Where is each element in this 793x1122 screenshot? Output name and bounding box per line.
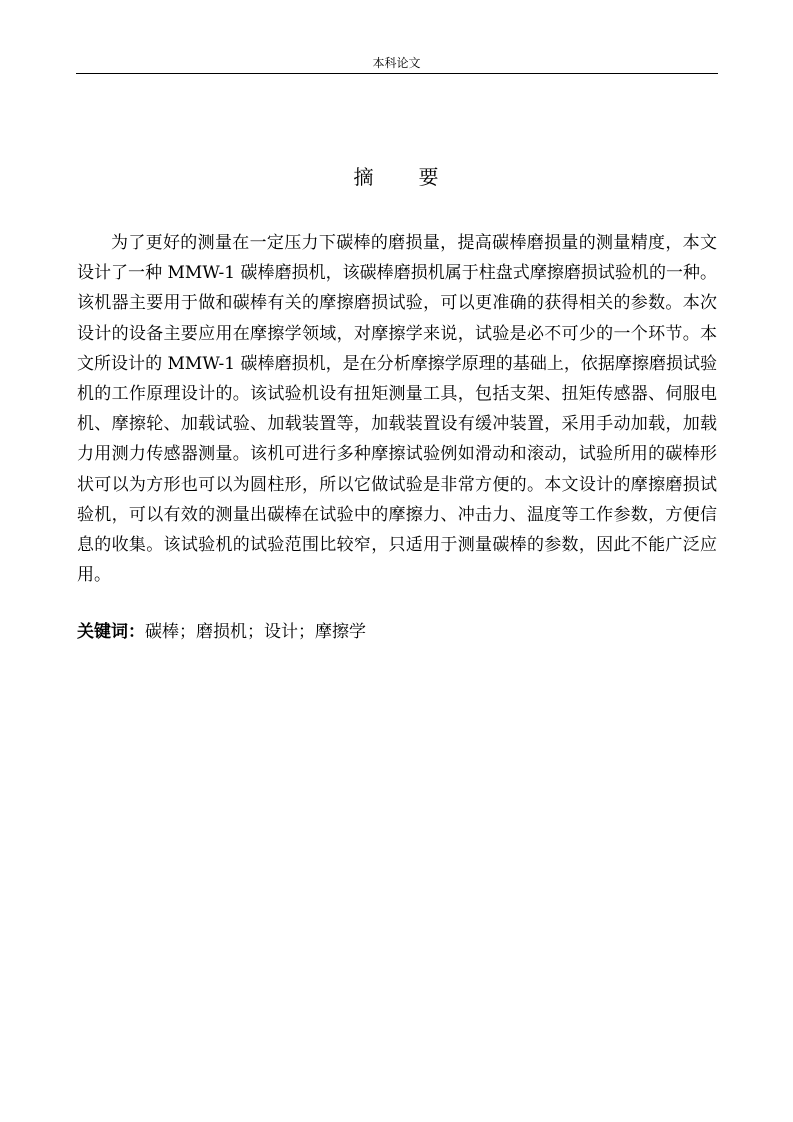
keywords-list: 碳棒；磨损机；设计；摩擦学	[145, 622, 366, 642]
title-char-2: 要	[418, 165, 440, 189]
title-char-1: 摘	[353, 165, 375, 189]
abstract-paragraph: 为了更好的测量在一定压力下碳棒的磨损量，提高碳棒磨损量的测量精度，本文设计了一种 MMW-1 碳棒磨损机，该碳棒磨损机属于柱盘式摩擦磨损试验机的一种。该机器主要用于做和碳棒有关的摩擦磨损试验，可以更准确的获得相关的参数。本次设计的设备主要应用在摩擦学领域，对摩擦学来说，试验是必不可少的一个环节。本文所设计的 MMW-1 碳棒磨损机，是在分析摩擦学原理的基础上，依据摩擦磨损试验机的工作原理设计的。该试验机设有扭矩测量工具，包括支架、扭矩传感器、伺服电机、摩擦轮、加载试验、加载装置等，加载装置设有缓冲装置，采用手动加载，加载力用测力传感器测量。该机可进行多种摩擦试验例如滑动和滚动，试验所用的碳棒形状可以为方形也可以为圆柱形，所以它做试验是非常方便的。本文设计的摩擦磨损试验机，可以有效的测量出碳棒在试验中的摩擦力、冲击力、温度等工作参数，方便信息的收集。该试验机的试验范围比较窄，只适用于测量碳棒的参数，因此不能广泛应用。	[77, 233, 717, 586]
header-divider	[76, 73, 718, 74]
page-header: 本科论文	[372, 56, 421, 70]
keywords-line	[77, 619, 717, 645]
page-title	[0, 164, 793, 190]
keywords-label: 关键词：	[77, 622, 145, 642]
